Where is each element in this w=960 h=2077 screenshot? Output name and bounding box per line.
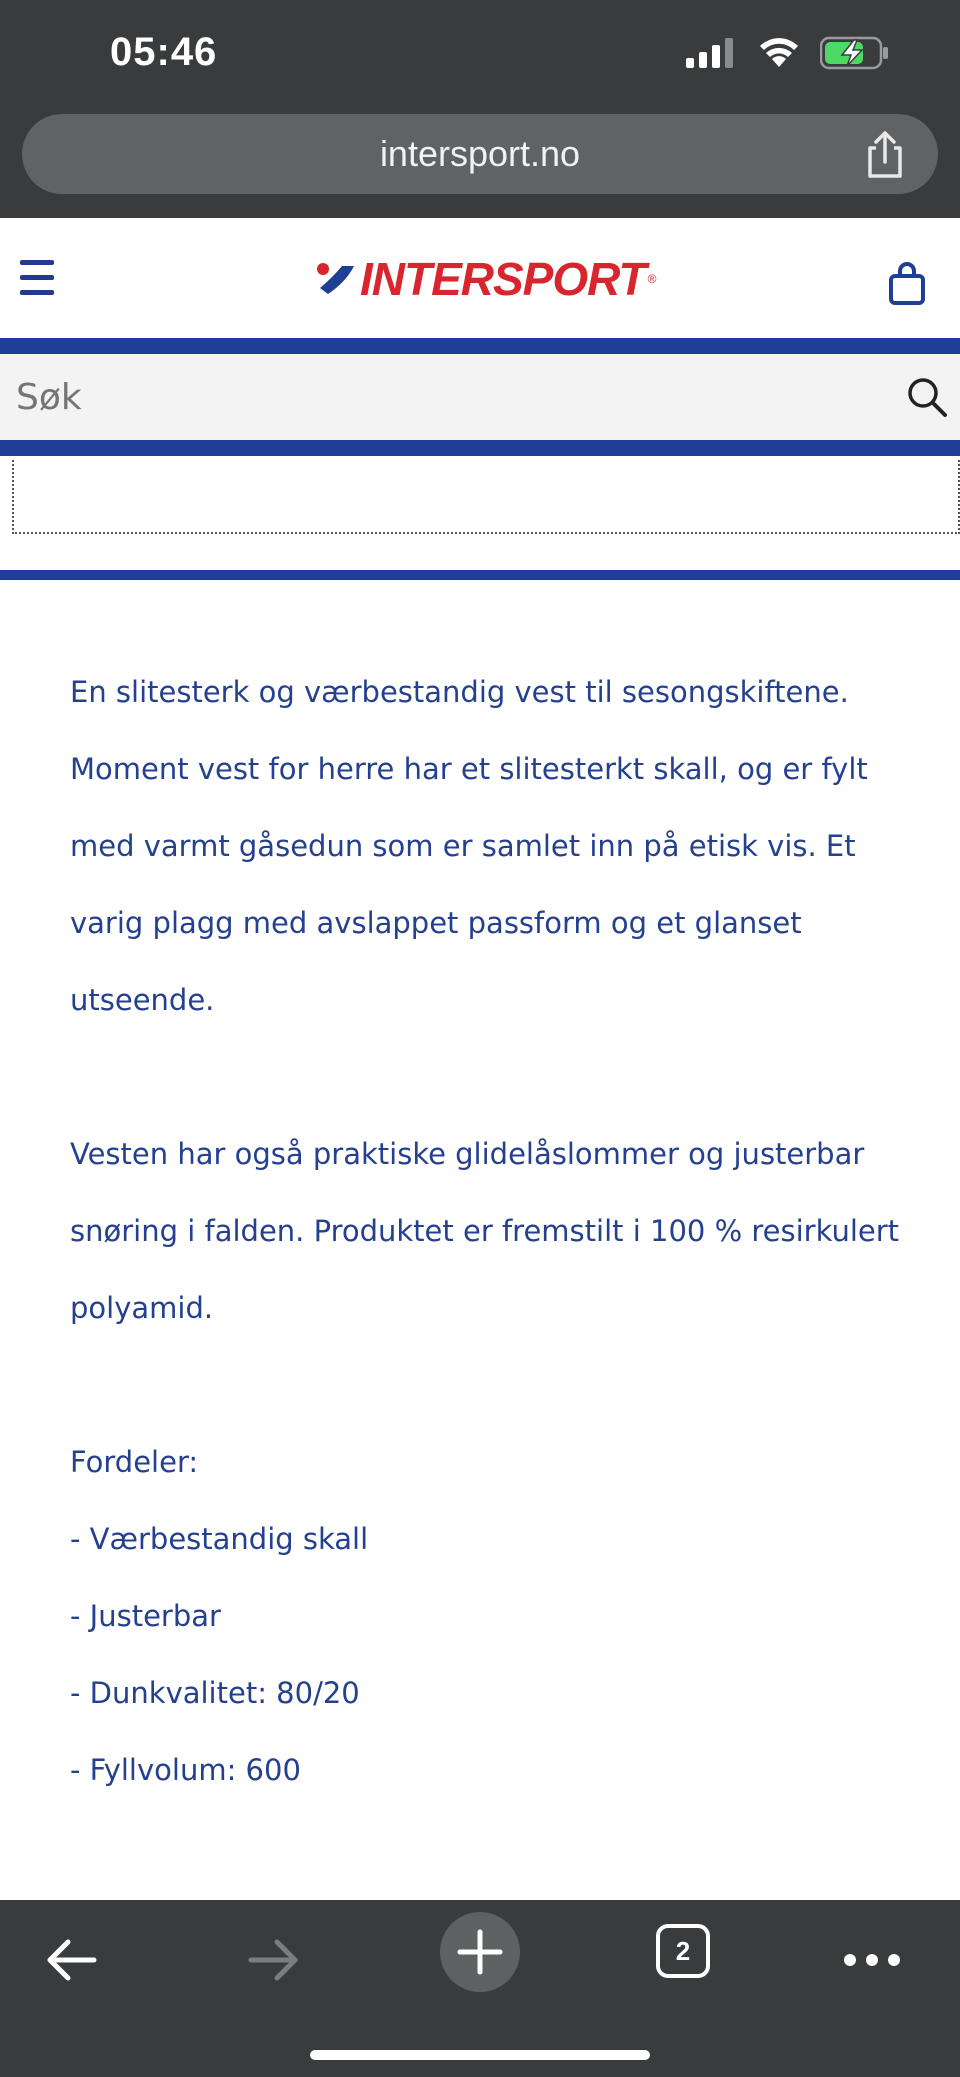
back-arrow-icon[interactable] [40,1930,100,1990]
search-icon[interactable] [906,376,948,418]
signal-icon [686,38,738,68]
new-tab-icon[interactable] [438,1910,522,1994]
benefits-list [70,1424,910,1809]
browser-bottom-toolbar [0,1900,960,2077]
list-item: - Justerbar [70,1599,221,1633]
tab-count: 2 [675,1936,691,1966]
shopping-bag-icon[interactable] [888,262,926,306]
logo-mark-icon [316,262,360,296]
url-text[interactable]: intersport.no [379,133,581,174]
description-paragraph-2: Vesten har også praktiske glidelåslommer og justerbar snøring i falden. Produktet er fremstilt i 100 % resirkulert polyamid. [70,1137,900,1325]
search-bar [0,354,960,440]
browser-top-chrome [0,0,960,218]
header-divider [0,338,960,354]
product-description [70,654,910,1809]
home-indicator[interactable] [310,2050,650,2060]
tabs-button[interactable] [656,1924,710,1978]
benefits-heading: Fordeler: [70,1445,199,1479]
logo-text: INTERSPORT [360,253,646,305]
list-item: - Værbestandig skall [70,1522,369,1556]
search-divider [0,440,960,456]
list-item: - Fyllvolum: 600 [70,1753,301,1787]
empty-banner-placeholder [12,460,960,534]
more-options-icon[interactable] [842,1930,902,1990]
menu-icon[interactable] [20,260,54,296]
status-time: 05:46 [110,30,218,74]
intersport-logo[interactable] [316,254,656,304]
battery-charging-icon [820,36,890,70]
description-paragraph-1: En slitesterk og værbestandig vest til sesongskiftene. Moment vest for herre har et slitesterkt skall, og er fylt med varmt gåsedun som er samlet inn på etisk vis. Et varig plagg med avslappet passform og et glanset utseende. [70,675,868,1017]
wifi-icon [758,37,800,69]
list-item: - Dunkvalitet: 80/20 [70,1676,360,1710]
status-indicators [686,36,890,70]
search-input[interactable] [16,354,876,440]
site-header [0,218,960,338]
logo-registered-mark: ® [647,272,657,286]
address-bar[interactable] [22,114,938,194]
forward-arrow-icon[interactable] [245,1930,305,1990]
content-divider [0,570,960,580]
share-icon[interactable] [862,130,908,180]
